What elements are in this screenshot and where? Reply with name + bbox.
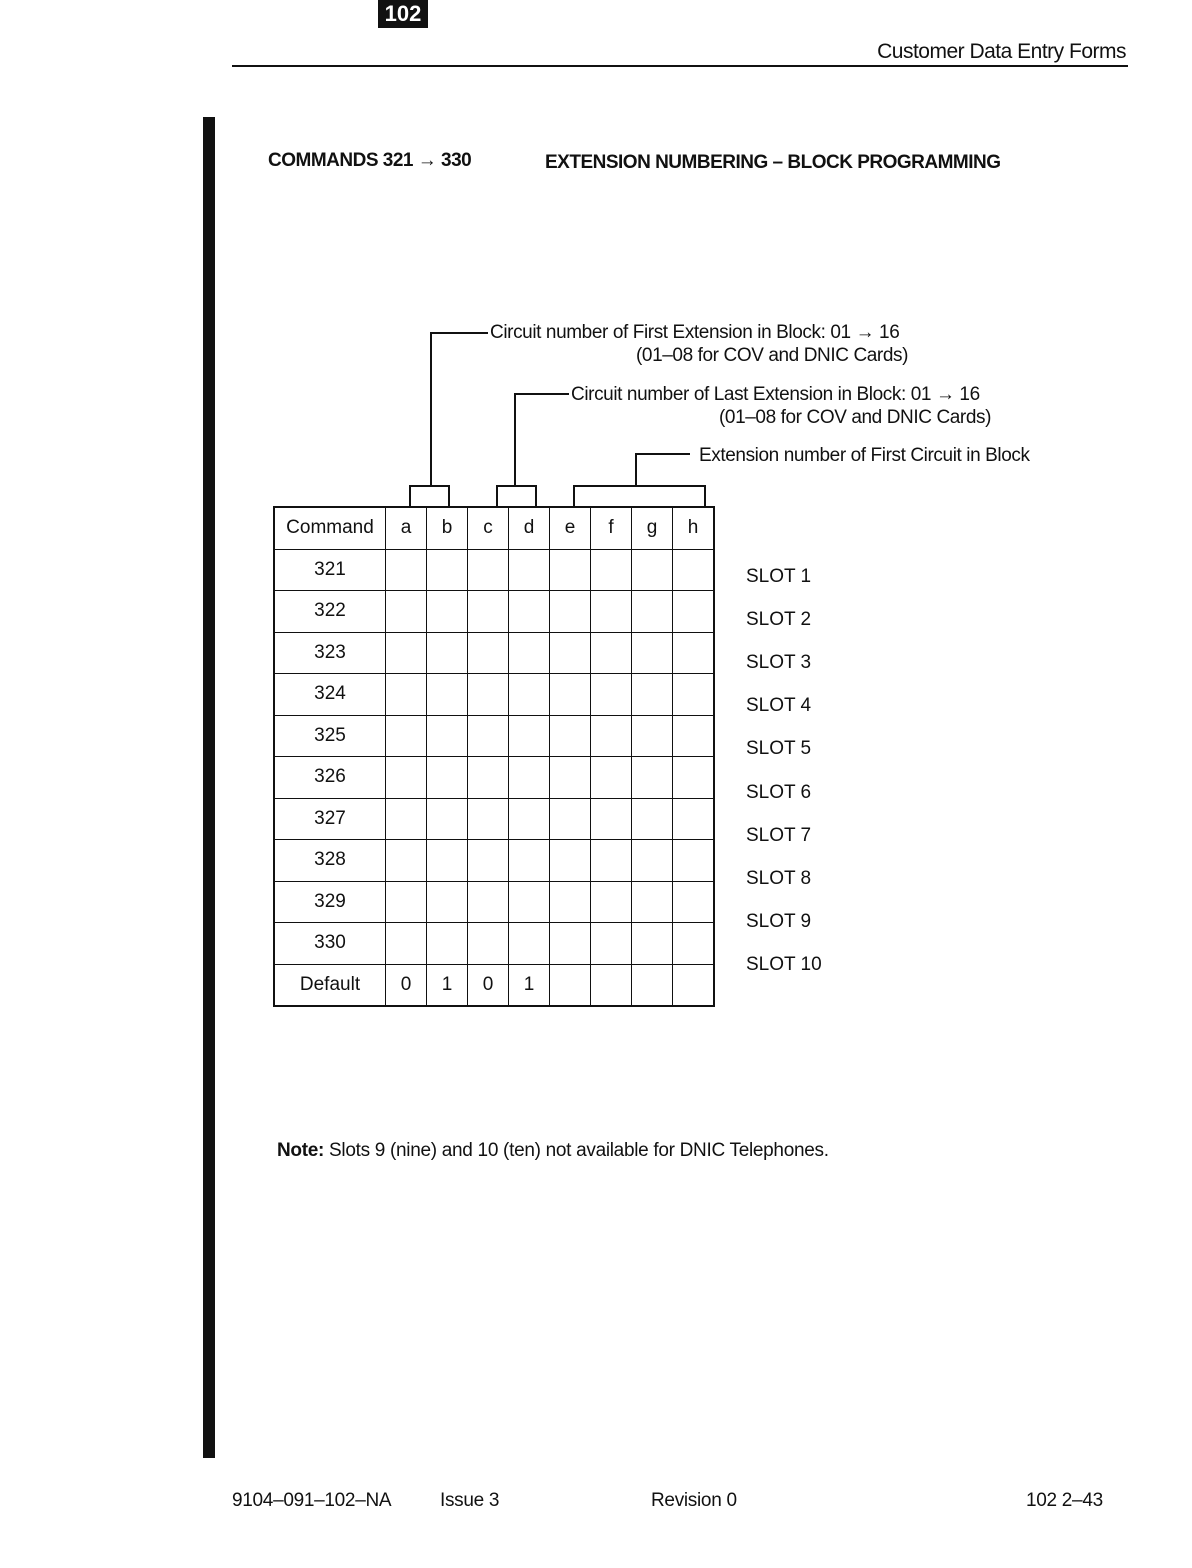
default-value-b: 1 xyxy=(427,964,468,1006)
entry-cell-e[interactable] xyxy=(550,840,591,882)
entry-cell-d[interactable] xyxy=(509,674,550,716)
entry-cell-d[interactable] xyxy=(509,632,550,674)
entry-cell-c[interactable] xyxy=(468,881,509,923)
default-row xyxy=(274,964,714,1006)
entry-cell-f[interactable] xyxy=(591,881,632,923)
entry-cell-g[interactable] xyxy=(632,591,673,633)
entry-cell-c[interactable] xyxy=(468,632,509,674)
entry-cell-f[interactable] xyxy=(591,757,632,799)
entry-cell-a[interactable] xyxy=(386,757,427,799)
slot-label: SLOT 6 xyxy=(746,781,812,803)
section-title: EXTENSION NUMBERING – BLOCK PROGRAMMING xyxy=(545,152,1001,173)
entry-cell-h[interactable] xyxy=(673,840,715,882)
entry-cell-f[interactable] xyxy=(591,674,632,716)
command-number: 325 xyxy=(274,715,386,757)
default-value-e xyxy=(550,964,591,1006)
column-header-command: Command xyxy=(274,507,386,549)
table-row xyxy=(274,632,714,674)
entry-cell-g[interactable] xyxy=(632,881,673,923)
entry-cell-h[interactable] xyxy=(673,757,715,799)
table-row xyxy=(274,591,714,633)
entry-cell-f[interactable] xyxy=(591,715,632,757)
entry-cell-e[interactable] xyxy=(550,549,591,591)
column-header-b: b xyxy=(427,507,468,549)
entry-cell-c[interactable] xyxy=(468,923,509,965)
command-number: 328 xyxy=(274,840,386,882)
entry-cell-a[interactable] xyxy=(386,632,427,674)
entry-cell-d[interactable] xyxy=(509,757,550,799)
command-number: 330 xyxy=(274,923,386,965)
column-header-g: g xyxy=(632,507,673,549)
default-value-d: 1 xyxy=(509,964,550,1006)
footer-issue: Issue 3 xyxy=(440,1490,500,1511)
note xyxy=(277,1140,829,1162)
entry-cell-b[interactable] xyxy=(427,591,468,633)
column-header-d: d xyxy=(509,507,550,549)
footer-revision: Revision 0 xyxy=(651,1490,737,1511)
entry-cell-g[interactable] xyxy=(632,632,673,674)
entry-cell-g[interactable] xyxy=(632,715,673,757)
entry-cell-a[interactable] xyxy=(386,591,427,633)
header-divider xyxy=(232,65,1128,67)
entry-cell-c[interactable] xyxy=(468,715,509,757)
callout-first-extension: Circuit number of First Extension in Block: 01 → 16 xyxy=(490,322,900,343)
slot-label: SLOT 4 xyxy=(746,695,812,717)
command-number: 327 xyxy=(274,798,386,840)
change-bar xyxy=(203,117,215,1458)
entry-cell-e[interactable] xyxy=(550,715,591,757)
column-header-c: c xyxy=(468,507,509,549)
entry-cell-f[interactable] xyxy=(591,632,632,674)
entry-cell-b[interactable] xyxy=(427,798,468,840)
column-header-e: e xyxy=(550,507,591,549)
slot-label: SLOT 1 xyxy=(746,566,812,587)
entry-cell-d[interactable] xyxy=(509,715,550,757)
slot-label: SLOT 7 xyxy=(746,824,812,846)
entry-cell-f[interactable] xyxy=(591,798,632,840)
entry-cell-g[interactable] xyxy=(632,923,673,965)
entry-cell-h[interactable] xyxy=(673,549,715,591)
entry-cell-e[interactable] xyxy=(550,674,591,716)
entry-cell-e[interactable] xyxy=(550,591,591,633)
slot-label: SLOT 2 xyxy=(746,609,812,631)
entry-cell-c[interactable] xyxy=(468,591,509,633)
entry-cell-g[interactable] xyxy=(632,674,673,716)
entry-cell-h[interactable] xyxy=(673,923,715,965)
entry-cell-g[interactable] xyxy=(632,549,673,591)
default-value-a: 0 xyxy=(386,964,427,1006)
command-number: 323 xyxy=(274,632,386,674)
entry-cell-h[interactable] xyxy=(673,674,715,716)
entry-cell-f[interactable] xyxy=(591,549,632,591)
entry-cell-a[interactable] xyxy=(386,881,427,923)
commands-heading: COMMANDS 321 → 330 xyxy=(268,150,472,171)
entry-cell-b[interactable] xyxy=(427,840,468,882)
entry-cell-e[interactable] xyxy=(550,632,591,674)
note-text: Slots 9 (nine) and 10 (ten) not available for DNIC Telephones. xyxy=(329,1140,829,1161)
command-number: 324 xyxy=(274,674,386,716)
table-row xyxy=(274,923,714,965)
default-value-h xyxy=(673,964,715,1006)
entry-cell-c[interactable] xyxy=(468,674,509,716)
entry-cell-a[interactable] xyxy=(386,798,427,840)
entry-cell-g[interactable] xyxy=(632,798,673,840)
table-row xyxy=(274,840,714,882)
entry-cell-h[interactable] xyxy=(673,591,715,633)
entry-cell-h[interactable] xyxy=(673,881,715,923)
table-row xyxy=(274,757,714,799)
entry-cell-f[interactable] xyxy=(591,591,632,633)
entry-cell-c[interactable] xyxy=(468,798,509,840)
entry-cell-a[interactable] xyxy=(386,674,427,716)
callout-first-extension-note: (01–08 for COV and DNIC Cards) xyxy=(636,345,909,366)
entry-cell-c[interactable] xyxy=(468,840,509,882)
callout-last-extension-note: (01–08 for COV and DNIC Cards) xyxy=(719,407,992,428)
entry-cell-b[interactable] xyxy=(427,674,468,716)
entry-cell-d[interactable] xyxy=(509,798,550,840)
entry-cell-d[interactable] xyxy=(509,591,550,633)
entry-cell-f[interactable] xyxy=(591,923,632,965)
entry-cell-c[interactable] xyxy=(468,549,509,591)
callout-extension-number: Extension number of First Circuit in Block xyxy=(699,445,1030,466)
column-header-a: a xyxy=(386,507,427,549)
default-value-c: 0 xyxy=(468,964,509,1006)
entry-cell-d[interactable] xyxy=(509,923,550,965)
entry-cell-a[interactable] xyxy=(386,549,427,591)
entry-cell-b[interactable] xyxy=(427,923,468,965)
command-number: 326 xyxy=(274,757,386,799)
entry-cell-d[interactable] xyxy=(509,881,550,923)
table-header-row xyxy=(274,507,714,549)
table-row xyxy=(274,798,714,840)
entry-cell-e[interactable] xyxy=(550,923,591,965)
note-label: Note: xyxy=(277,1140,325,1161)
slot-label: SLOT 10 xyxy=(746,953,822,975)
default-value-f xyxy=(591,964,632,1006)
slot-label: SLOT 5 xyxy=(746,738,812,760)
table-row xyxy=(274,549,714,591)
entry-cell-b[interactable] xyxy=(427,757,468,799)
default-label: Default xyxy=(274,964,386,1006)
command-number: 322 xyxy=(274,591,386,633)
page-header-title: Customer Data Entry Forms xyxy=(877,40,1126,63)
entry-cell-e[interactable] xyxy=(550,757,591,799)
table-row xyxy=(274,715,714,757)
entry-cell-h[interactable] xyxy=(673,632,715,674)
callout-last-extension: Circuit number of Last Extension in Block: 01 → 16 xyxy=(571,384,980,405)
footer-page-number: 102 2–43 xyxy=(1026,1490,1103,1511)
footer-doc-number: 9104–091–102–NA xyxy=(232,1490,392,1511)
table-row xyxy=(274,881,714,923)
command-number: 321 xyxy=(274,549,386,591)
entry-cell-a[interactable] xyxy=(386,840,427,882)
entry-cell-b[interactable] xyxy=(427,881,468,923)
slot-label: SLOT 8 xyxy=(746,867,812,889)
slot-label: SLOT 9 xyxy=(746,910,812,932)
block-programming-form xyxy=(273,506,715,1007)
entry-cell-e[interactable] xyxy=(550,798,591,840)
entry-cell-a[interactable] xyxy=(386,715,427,757)
entry-cell-b[interactable] xyxy=(427,632,468,674)
entry-cell-b[interactable] xyxy=(427,715,468,757)
entry-cell-f[interactable] xyxy=(591,840,632,882)
entry-cell-a[interactable] xyxy=(386,923,427,965)
tab-badge: 102 xyxy=(378,0,428,28)
entry-cell-g[interactable] xyxy=(632,757,673,799)
command-number: 329 xyxy=(274,881,386,923)
column-header-f: f xyxy=(591,507,632,549)
entry-cell-h[interactable] xyxy=(673,798,715,840)
entry-cell-h[interactable] xyxy=(673,715,715,757)
column-header-h: h xyxy=(673,507,715,549)
slot-label: SLOT 3 xyxy=(746,652,812,674)
entry-cell-d[interactable] xyxy=(509,840,550,882)
entry-cell-e[interactable] xyxy=(550,881,591,923)
entry-cell-d[interactable] xyxy=(509,549,550,591)
table-row xyxy=(274,674,714,716)
default-value-g xyxy=(632,964,673,1006)
entry-cell-g[interactable] xyxy=(632,840,673,882)
entry-cell-b[interactable] xyxy=(427,549,468,591)
entry-cell-c[interactable] xyxy=(468,757,509,799)
